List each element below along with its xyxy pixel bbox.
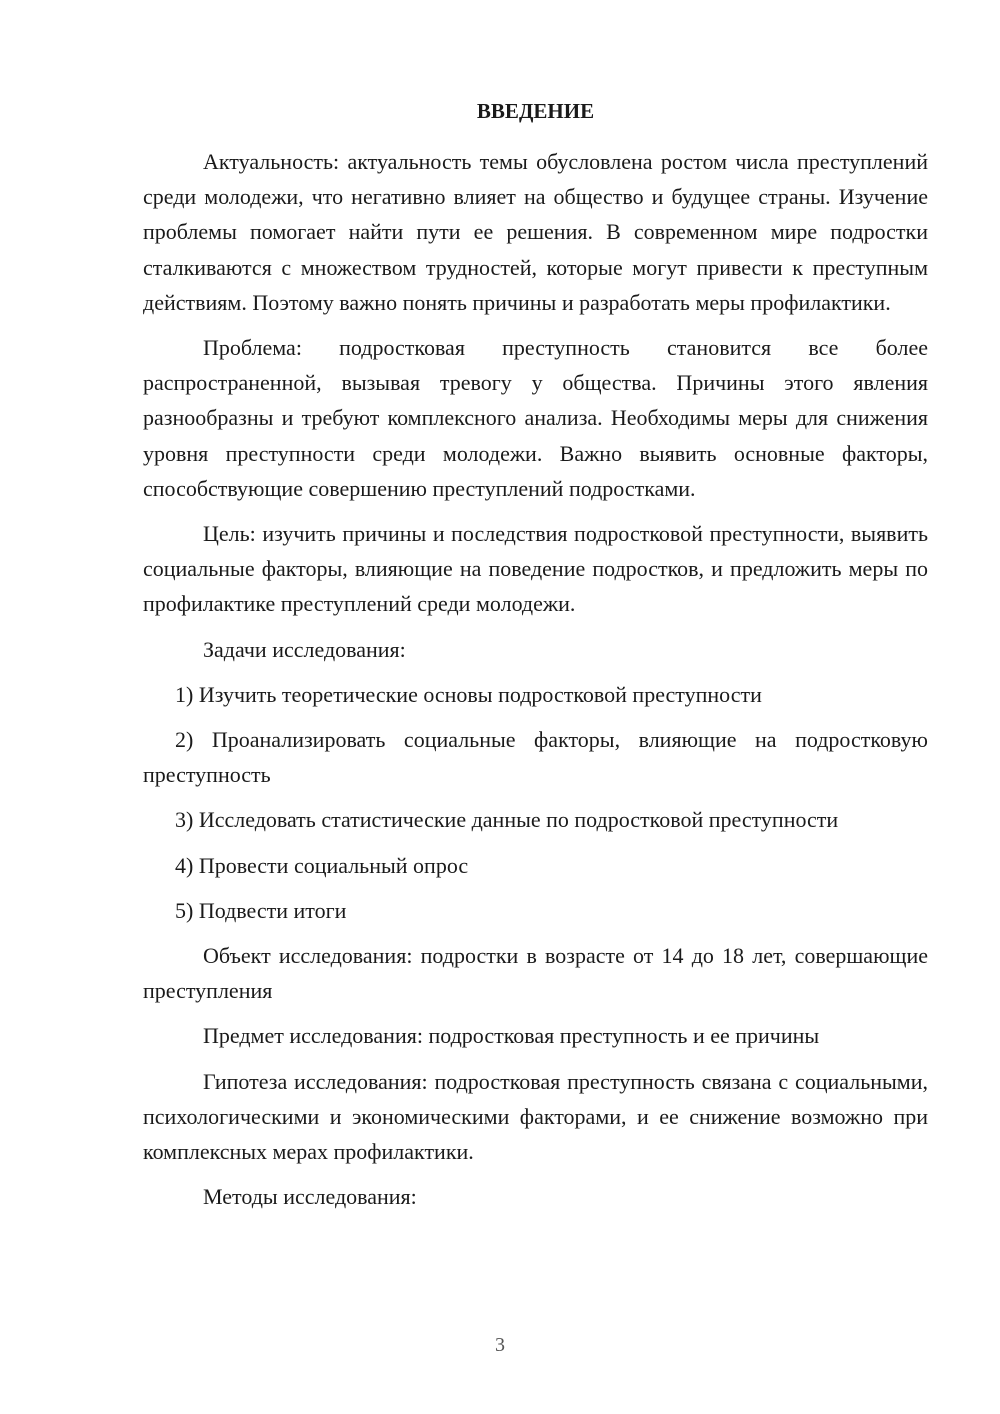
methods-title: Методы исследования: — [203, 1184, 417, 1210]
document-page — [143, 96, 928, 1224]
hypothesis-paragraph: Гипотеза исследования: подростковая преступность связана с социальными, психологическими и экономическими факторами, и ее снижение возможно при комплексных мерах профилактики. — [143, 1068, 928, 1165]
task-item-5: 5) Подвести итоги — [175, 897, 347, 923]
task-item-1: 1) Изучить теоретические основы подростковой преступности — [175, 681, 762, 707]
page-number: 3 — [495, 1334, 505, 1356]
goal-paragraph: Цель: изучить причины и последствия подростковой преступности, выявить социальные факторы, влияющие на поведение подростков, и предложить меры по профилактике преступлений среди молодежи. — [143, 521, 928, 617]
task-item-2: 2) Проанализировать социальные факторы, влияющие на подростковую преступность — [143, 727, 928, 788]
object-paragraph: Объект исследования: подростки в возрасте от 14 до 18 лет, совершающие преступления — [143, 943, 928, 1004]
relevance-paragraph: Актуальность: актуальность темы обусловлена ростом числа преступлений среди молодежи, что негативно влияет на общество и будущее страны. Изучение проблемы помогает найти пути ее решения. В современном мире подростки сталкиваются с множеством трудностей, которые могут привести к преступным действиям. Поэтому важно понять причины и разработать меры профилактики. — [143, 149, 928, 315]
task-item-3: 3) Исследовать статистические данные по подростковой преступности — [175, 807, 839, 833]
task-item-4: 4) Провести социальный опрос — [175, 852, 469, 878]
problem-paragraph: Проблема: подростковая преступность становится все более распространенной, вызывая тревогу у общества. Причины этого явления разнообразны и требуют комплексного анализа. Необходимы меры для снижения уровня преступности среди молодежи. Важно выявить основные факторы, способствующие совершению преступлений подростками. — [143, 335, 928, 501]
page-title: ВВЕДЕНИЕ — [476, 99, 595, 123]
tasks-title: Задачи исследования: — [203, 636, 406, 662]
subject-paragraph: Предмет исследования: подростковая преступность и ее причины — [203, 1023, 820, 1049]
